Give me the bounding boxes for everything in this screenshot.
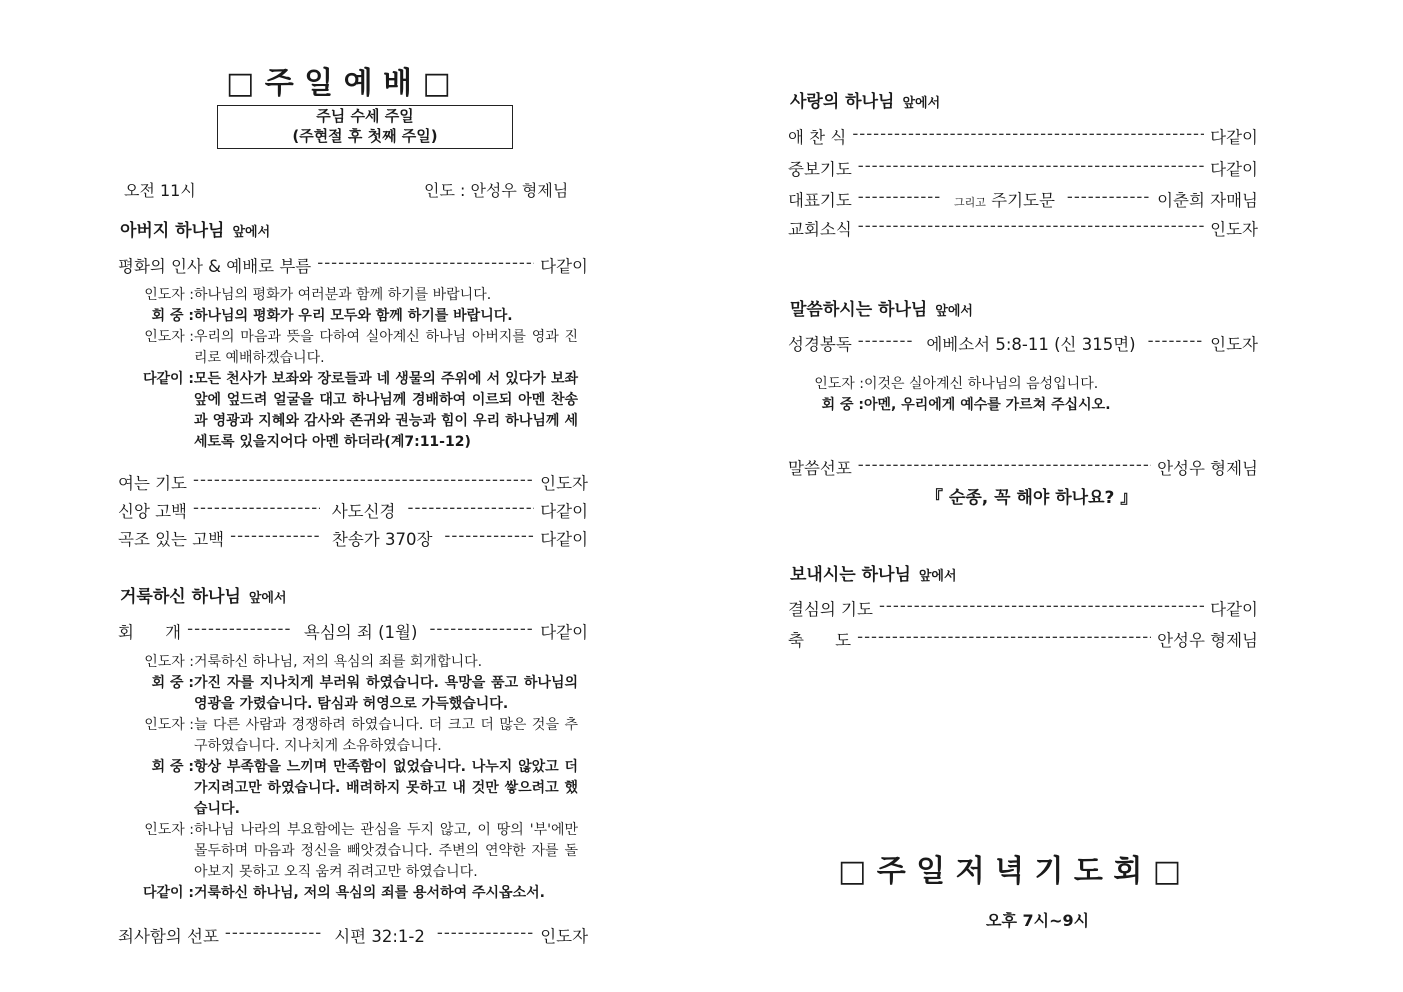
item-label: 곡조 있는 고백 bbox=[118, 530, 225, 549]
sunday-subtitle: (주현절 후 첫째 주일) bbox=[292, 127, 438, 145]
item-label: 결심의 기도 bbox=[788, 600, 873, 619]
resp-text: 우리의 마음과 뜻을 다하여 실아계신 하나님 아버지를 영과 진리로 예배하겠습니다. bbox=[194, 329, 578, 366]
dash-leader bbox=[187, 619, 292, 643]
resp-line bbox=[118, 652, 578, 673]
resp-text: 모든 천사가 보좌와 장로들과 네 생물의 주위에 서 있다가 보좌 앞에 엎드려 얼굴을 대고 하나님께 경배하여 이르되 아멘 찬송과 영광과 지혜와 감사와 존귀와 권능과 힘이 우리 하나님께 세세토록 있을지어다 아멘 하더라(계7:11-12) bbox=[194, 371, 578, 450]
dash-leader bbox=[879, 596, 1204, 620]
section-suffix: 앞에서 bbox=[232, 225, 271, 240]
resp-text: 하나님 나라의 부요함에는 관심을 두지 않고, 이 땅의 '부'에만 몰두하며 마음과 정신을 빼앗겼습니다. 주변의 연약한 자를 돌아보지 못하고 오직 움켜 쥐려고만 하였습니다. bbox=[194, 822, 578, 880]
sunday-box bbox=[217, 105, 513, 149]
resp-who: 회 중 : bbox=[821, 397, 864, 413]
item-who: 다같이 bbox=[1210, 128, 1258, 147]
item-mid-small: 그리고 bbox=[953, 196, 986, 209]
item-who: 다같이 bbox=[1210, 600, 1258, 619]
order-item-representative-prayer bbox=[788, 187, 1258, 211]
section-suffix: 앞에서 bbox=[935, 304, 973, 319]
section-title: 말씀하시는 하나님 bbox=[790, 300, 928, 320]
section-suffix: 앞에서 bbox=[918, 569, 957, 584]
item-who: 인도자 bbox=[1210, 220, 1258, 239]
dash-leader bbox=[858, 331, 915, 355]
evening-title: □ 주 일 저 녁 기 도 회 □ bbox=[838, 854, 1182, 889]
order-item-hymn bbox=[118, 526, 588, 550]
item-label: 중보기도 bbox=[788, 160, 852, 179]
order-item-love-feast bbox=[788, 124, 1258, 148]
item-label: 성경봉독 bbox=[788, 335, 852, 354]
item-who: 안성우 형제님 bbox=[1157, 631, 1258, 650]
dash-leader bbox=[407, 498, 534, 522]
resp-who: 인도자 : bbox=[144, 287, 194, 303]
section-father bbox=[120, 216, 270, 241]
item-mid bbox=[948, 187, 1061, 211]
section-title: 보내시는 하나님 bbox=[790, 565, 911, 585]
item-label: 회 개 bbox=[118, 623, 182, 642]
order-item-intercession bbox=[788, 156, 1258, 180]
section-speaking bbox=[790, 295, 973, 320]
dash-leader bbox=[193, 498, 320, 522]
item-who: 이춘희 자매님 bbox=[1157, 191, 1258, 210]
item-mid: 찬송가 370장 bbox=[331, 530, 433, 549]
sermon-title: 『 순종, 꼭 해야 하나요? 』 bbox=[926, 488, 1138, 508]
item-label: 평화의 인사 & 예배로 부름 bbox=[118, 257, 312, 276]
section-title: 사랑의 하나님 bbox=[790, 92, 895, 112]
section-love bbox=[790, 87, 940, 112]
order-item-sermon bbox=[788, 455, 1258, 479]
service-leader: 인도 : 안성우 형제님 bbox=[424, 181, 569, 200]
resp-who: 다같이 : bbox=[142, 371, 194, 387]
resp-line bbox=[118, 327, 578, 369]
resp-text: 거룩하신 하나님, 저의 욕심의 죄를 회개합니다. bbox=[194, 654, 483, 670]
service-time: 오전 11시 bbox=[124, 181, 196, 200]
dash-leader bbox=[858, 187, 942, 211]
dash-leader bbox=[444, 526, 534, 550]
dash-leader bbox=[317, 253, 534, 277]
dash-leader bbox=[225, 923, 322, 947]
section-title: 거룩하신 하나님 bbox=[120, 587, 241, 607]
item-mid: 에베소서 5:8-11 (신 315면) bbox=[926, 335, 1136, 354]
resp-text: 늘 다른 사람과 경쟁하려 하였습니다. 더 크고 더 많은 것을 추구하였습니다. 지나치게 소유하였습니다. bbox=[194, 717, 578, 754]
order-item-scripture bbox=[788, 331, 1258, 355]
resp-line bbox=[118, 757, 578, 820]
dash-leader bbox=[193, 470, 534, 494]
worship-title: □ 주 일 예 배 □ bbox=[226, 66, 451, 101]
dash-leader bbox=[858, 455, 1151, 479]
resp-who: 인도자 : bbox=[144, 329, 194, 345]
section-holy bbox=[120, 582, 287, 607]
dash-leader bbox=[852, 124, 1204, 148]
resp-text: 항상 부족함을 느끼며 만족함이 없었습니다. 나누지 않았고 더 가지려고만 하였습니다. 배려하지 못하고 내 것만 쌓으려고 했습니다. bbox=[194, 759, 578, 817]
resp-who: 인도자 : bbox=[144, 717, 194, 733]
order-item-creed bbox=[118, 498, 588, 522]
item-label: 교회소식 bbox=[788, 220, 852, 239]
resp-text: 하나님의 평화가 여러분과 함께 하기를 바랍니다. bbox=[194, 287, 492, 303]
resp-line bbox=[118, 715, 578, 757]
item-who: 인도자 bbox=[540, 927, 589, 946]
dash-leader bbox=[1067, 187, 1151, 211]
item-label: 애 찬 식 bbox=[788, 128, 847, 147]
dash-leader bbox=[1148, 331, 1205, 355]
item-label: 축 도 bbox=[788, 631, 852, 650]
resp-line bbox=[788, 374, 1248, 395]
section-suffix: 앞에서 bbox=[248, 591, 287, 606]
resp-text: 거룩하신 하나님, 저의 욕심의 죄를 용서하여 주시옵소서. bbox=[194, 885, 545, 901]
order-item-repentance bbox=[118, 619, 588, 643]
order-item-commitment-prayer bbox=[788, 596, 1258, 620]
item-label: 신앙 고백 bbox=[118, 502, 188, 521]
item-mid: 시편 32:1-2 bbox=[334, 927, 425, 946]
item-label: 대표기도 bbox=[788, 191, 852, 210]
order-item-benediction bbox=[788, 627, 1258, 651]
resp-line bbox=[118, 820, 578, 883]
dash-leader bbox=[437, 923, 534, 947]
resp-who: 다같이 : bbox=[142, 885, 194, 901]
resp-line bbox=[118, 673, 578, 715]
order-item-pardon bbox=[118, 923, 588, 947]
item-who: 안성우 형제님 bbox=[1157, 459, 1258, 478]
dash-leader bbox=[858, 156, 1204, 180]
section-title: 아버지 하나님 bbox=[120, 221, 225, 241]
item-who: 다같이 bbox=[1210, 160, 1258, 179]
resp-text: 아멘, 우리에게 예수를 가르쳐 주십시오. bbox=[864, 397, 1111, 413]
dash-leader bbox=[858, 216, 1204, 240]
item-label: 죄사함의 선포 bbox=[118, 927, 219, 946]
resp-text: 이것은 실아계신 하나님의 음성입니다. bbox=[864, 376, 1099, 392]
item-label: 여는 기도 bbox=[118, 474, 188, 493]
item-mid-main: 주기도문 bbox=[991, 191, 1055, 210]
resp-who: 인도자 : bbox=[814, 376, 864, 392]
sunday-name: 주님 수세 주일 bbox=[316, 107, 414, 125]
item-who: 다같이 bbox=[540, 623, 589, 642]
dash-leader bbox=[429, 619, 534, 643]
order-item-church-news bbox=[788, 216, 1258, 240]
resp-text: 가진 자를 지나치게 부러워 하였습니다. 욕망을 품고 하나님의 영광을 가렸습니다. 탐심과 허영으로 가득했습니다. bbox=[194, 675, 578, 712]
resp-line bbox=[118, 369, 578, 453]
item-mid: 사도신경 bbox=[331, 502, 396, 521]
item-label: 말씀선포 bbox=[788, 459, 852, 478]
item-who: 다같이 bbox=[540, 502, 589, 521]
resp-text: 하나님의 평화가 우리 모두와 함께 하기를 바랍니다. bbox=[194, 308, 513, 324]
order-item-opening-prayer bbox=[118, 470, 588, 494]
section-suffix: 앞에서 bbox=[902, 96, 941, 111]
resp-line bbox=[788, 395, 1248, 416]
responsive-reading-2 bbox=[118, 652, 578, 904]
item-who: 다같이 bbox=[540, 530, 589, 549]
responsive-reading-3 bbox=[788, 374, 1248, 416]
order-item-call bbox=[118, 253, 588, 277]
responsive-reading-1 bbox=[118, 285, 578, 453]
item-who: 다같이 bbox=[540, 257, 588, 276]
dash-leader bbox=[230, 526, 320, 550]
item-who: 인도자 bbox=[1210, 335, 1258, 354]
resp-who: 인도자 : bbox=[144, 822, 194, 838]
resp-who: 인도자 : bbox=[144, 654, 194, 670]
evening-time: 오후 7시~9시 bbox=[986, 911, 1090, 930]
dash-leader bbox=[857, 627, 1151, 651]
resp-who: 회 중 : bbox=[151, 759, 194, 775]
resp-who: 회 중 : bbox=[151, 675, 194, 691]
resp-line bbox=[118, 883, 578, 904]
resp-line bbox=[118, 306, 578, 327]
item-who: 인도자 bbox=[540, 474, 588, 493]
resp-line bbox=[118, 285, 578, 306]
item-mid: 욕심의 죄 (1월) bbox=[303, 623, 418, 642]
resp-who: 회 중 : bbox=[151, 308, 194, 324]
section-sending bbox=[790, 560, 957, 585]
